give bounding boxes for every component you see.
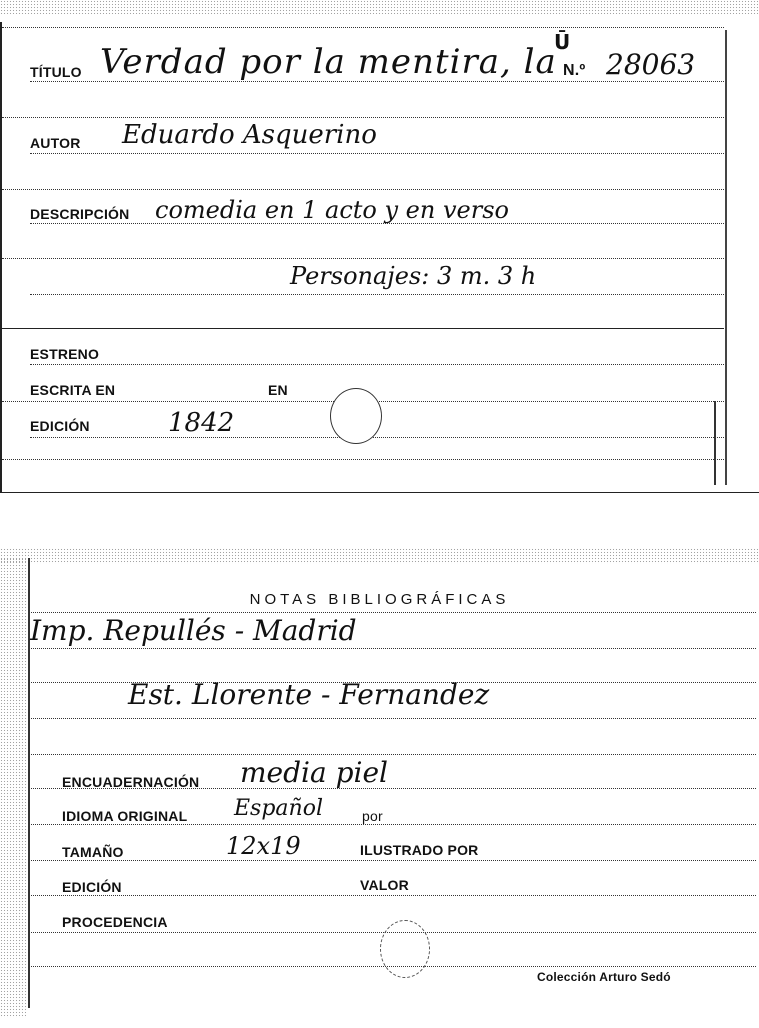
catalog-card-front [0, 0, 759, 495]
rule [2, 328, 724, 329]
note-line-2: Est. Llorente - Fernandez [128, 678, 490, 711]
rule [28, 612, 756, 613]
card-left-edge [0, 22, 2, 492]
notas-heading: NOTAS BIBLIOGRÁFICAS [249, 591, 510, 608]
idioma-label: IDIOMA ORIGINAL [62, 808, 188, 824]
catalog-card-back [0, 548, 759, 1028]
descripcion-label: DESCRIPCIÓN [30, 206, 130, 222]
stamp-mark: Ū [554, 30, 571, 54]
edicion-value: 1842 [168, 408, 235, 438]
personajes-value: Personajes: 3 m. 3 h [290, 262, 537, 290]
rule [28, 754, 756, 755]
card-edge-texture [0, 0, 759, 14]
rule [30, 294, 724, 295]
number-label: N.º [563, 62, 586, 79]
estreno-label: ESTRENO [30, 346, 100, 362]
coleccion-label: Colección Arturo Sedó [537, 970, 671, 984]
ilustrado-label: ILUSTRADO POR [360, 842, 479, 858]
card-bottom-edge [0, 492, 759, 493]
autor-value: Eduardo Asquerino [122, 120, 377, 150]
card-right-notch [714, 401, 716, 485]
autor-label: AUTOR [30, 135, 81, 151]
titulo-value: Verdad por la mentira, la [100, 42, 557, 82]
rule [28, 648, 756, 649]
rule [30, 364, 724, 365]
edicion-label: EDICIÓN [30, 418, 90, 434]
rule [30, 437, 724, 438]
rule [30, 153, 724, 154]
rule [2, 459, 724, 460]
tamano-value: 12x19 [226, 832, 301, 860]
number-value: 28063 [606, 48, 696, 81]
titulo-label: TÍTULO [30, 64, 82, 80]
card-edge-texture [0, 548, 759, 564]
por-label: por [362, 808, 383, 824]
note-line-1: Imp. Repullés - Madrid [30, 614, 357, 647]
procedencia-label: PROCEDENCIA [62, 914, 168, 930]
tamano-label: TAMAÑO [62, 844, 124, 860]
encuadernacion-label: ENCUADERNACIÓN [62, 774, 200, 790]
descripcion-value: comedia en 1 acto y en verso [155, 196, 509, 224]
encuadernacion-value: media piel [240, 756, 388, 789]
rule [2, 258, 724, 259]
card-right-edge [725, 30, 727, 485]
rule [28, 860, 756, 861]
card-side-texture [0, 558, 26, 1018]
escrita-en-label: ESCRITA EN [30, 382, 116, 398]
punch-hole [330, 388, 382, 444]
rule [28, 895, 756, 896]
punch-hole [380, 920, 430, 978]
valor-label: VALOR [360, 877, 409, 893]
rule [2, 117, 724, 118]
rule [28, 718, 756, 719]
en-label: EN [268, 382, 288, 398]
edicion-label: EDICIÓN [62, 879, 122, 895]
rule [28, 824, 756, 825]
idioma-value: Español [234, 796, 323, 821]
rule [2, 189, 724, 190]
rule [2, 27, 724, 28]
